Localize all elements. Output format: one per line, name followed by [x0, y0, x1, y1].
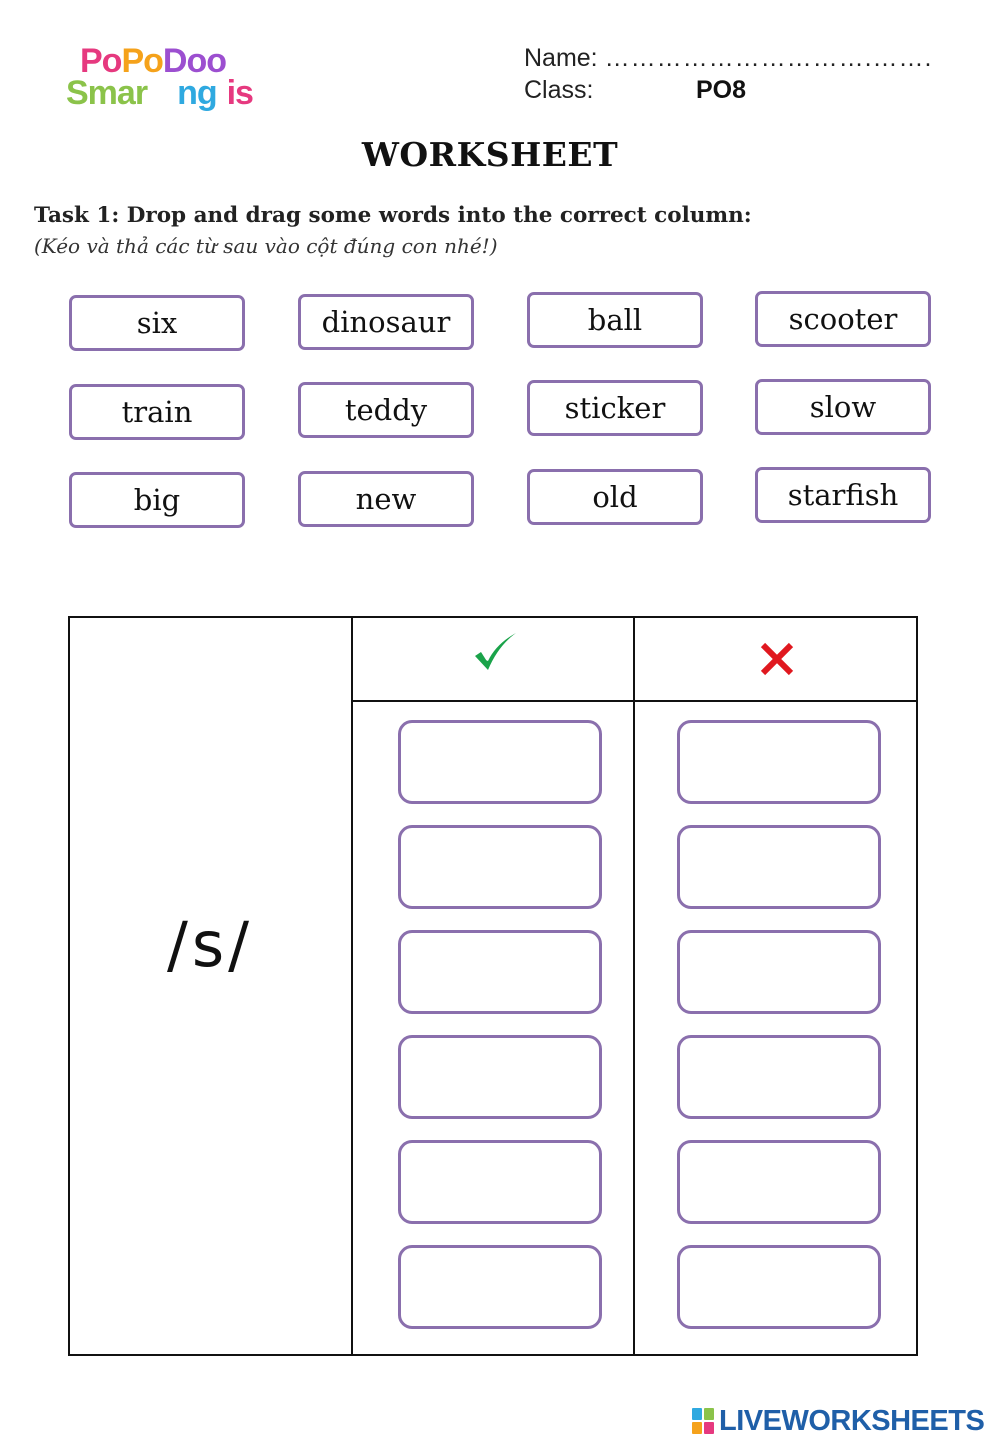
- name-label: Name:: [524, 44, 598, 72]
- table-divider: [351, 616, 353, 1356]
- name-dots: ………………………….…….: [604, 44, 933, 72]
- word-card-six[interactable]: six: [69, 295, 245, 351]
- word-card-starfish[interactable]: starfish: [755, 467, 931, 523]
- word-card-new[interactable]: new: [298, 471, 474, 527]
- class-value: PO8: [696, 76, 747, 104]
- class-label: Class:: [524, 76, 594, 104]
- drop-slot-wrong-2[interactable]: [677, 825, 881, 909]
- liveworksheets-logo-icon: [692, 1408, 714, 1434]
- drop-slot-wrong-6[interactable]: [677, 1245, 881, 1329]
- page-title: WORKSHEET: [361, 135, 619, 174]
- sound-label: /s/: [166, 908, 254, 981]
- popodoo-logo: [66, 44, 296, 116]
- table-header-divider: [351, 700, 918, 702]
- drop-slot-wrong-4[interactable]: [677, 1035, 881, 1119]
- task-translation: (Kéo và thả các từ sau vào cột đúng con nhé!): [34, 234, 498, 258]
- drop-slot-correct-3[interactable]: [398, 930, 602, 1014]
- name-field: [524, 44, 933, 73]
- word-card-dinosaur[interactable]: dinosaur: [298, 294, 474, 350]
- word-card-sticker[interactable]: sticker: [527, 380, 703, 436]
- table-divider: [633, 616, 635, 1356]
- liveworksheets-brand: [692, 1404, 984, 1438]
- word-card-train[interactable]: train: [69, 384, 245, 440]
- drop-slot-wrong-1[interactable]: [677, 720, 881, 804]
- word-card-teddy[interactable]: teddy: [298, 382, 474, 438]
- task-instruction: Task 1: Drop and drag some words into the correct column:: [34, 203, 752, 228]
- cross-icon: [758, 640, 796, 678]
- brand-text: LIVEWORKSHEETS: [719, 1404, 985, 1437]
- drop-slot-wrong-5[interactable]: [677, 1140, 881, 1224]
- word-card-ball[interactable]: ball: [527, 292, 703, 348]
- logo-line-2: Smar ng is: [66, 74, 253, 112]
- logo-line-1: PoPoDoo: [80, 42, 226, 80]
- drop-slot-wrong-3[interactable]: [677, 930, 881, 1014]
- drop-slot-correct-2[interactable]: [398, 825, 602, 909]
- check-icon: [472, 630, 518, 676]
- word-card-big[interactable]: big: [69, 472, 245, 528]
- word-card-scooter[interactable]: scooter: [755, 291, 931, 347]
- word-card-slow[interactable]: slow: [755, 379, 931, 435]
- drop-slot-correct-5[interactable]: [398, 1140, 602, 1224]
- drop-slot-correct-6[interactable]: [398, 1245, 602, 1329]
- drop-slot-correct-1[interactable]: [398, 720, 602, 804]
- drop-slot-correct-4[interactable]: [398, 1035, 602, 1119]
- word-card-old[interactable]: old: [527, 469, 703, 525]
